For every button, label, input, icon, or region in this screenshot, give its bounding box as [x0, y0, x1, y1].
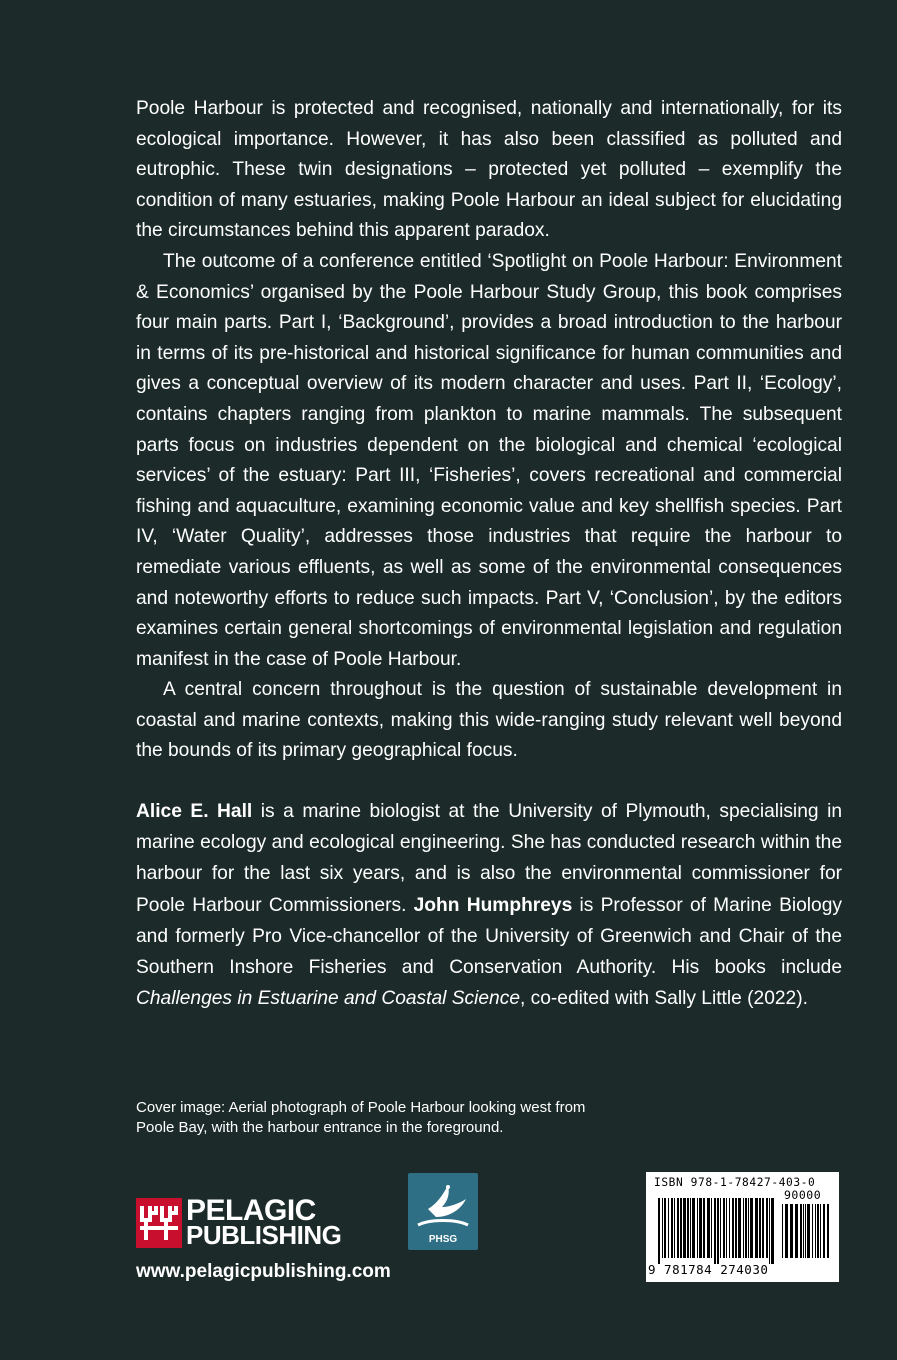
phsg-logo	[408, 1173, 478, 1250]
isbn-barcode	[646, 1172, 839, 1282]
pelagic-publishing-logo	[136, 1194, 342, 1250]
pelagic-mark-icon	[136, 1198, 182, 1248]
author2-text: is Professor of Marine Biology and formerly Pro Vice-chancellor of the University of Greenwich and Chair of the Southern Inshore Fisheries and Conservation Authority. His books include	[136, 894, 842, 979]
barcode-digits: 9 781784 274030	[648, 1262, 769, 1277]
cover-image-caption: Cover image: Aerial photograph of Poole Harbour looking west from Poole Bay, with the harbour entrance in the foreground.	[136, 1099, 586, 1136]
publisher-website: www.pelagicpublishing.com	[136, 1261, 391, 1282]
pelagic-name-line1: PELAGIC	[186, 1194, 316, 1227]
book-suffix: , co-edited with Sally Little (2022).	[519, 988, 808, 1010]
book-title: Challenges in Estuarine and Coastal Science	[136, 988, 520, 1010]
phsg-label: PHSG	[428, 1234, 458, 1245]
author1-name: Alice E. Hall	[136, 801, 253, 822]
author-bio	[136, 796, 842, 1014]
blurb-paragraph-1: Poole Harbour is protected and recognised, nationally and internationally, for its ecological importance. However, it has also been classified as polluted and eutrophic. These twin designations – protected yet polluted – exemplify the condition of many estuaries, making Poole Harbour an ideal subject for elucidating the circumstances behind this apparent paradox.	[136, 98, 842, 242]
book-blurb	[136, 94, 842, 767]
author1-text: is a marine biologist at the University of Plymouth, specialising in marine ecology and ecological engineering. She has conducted research within the harbour for the last six years, and is also the environmental commissioner for Poole Harbour Commissioners.	[136, 801, 842, 916]
author2-name: John Humphreys	[413, 894, 573, 916]
pelagic-name-line2: PUBLISHING	[186, 1220, 342, 1250]
blurb-paragraph-3: A central concern throughout is the question of sustainable development in coastal and marine contexts, making this wide-ranging study relevant well beyond the bounds of its primary geographical focus.	[136, 679, 842, 762]
barcode-addon: 90000	[784, 1188, 822, 1202]
isbn-text: ISBN 978-1-78427-403-0	[654, 1176, 816, 1189]
pelagic-wordmark	[186, 1194, 342, 1250]
blurb-paragraph-2: The outcome of a conference entitled ‘Spotlight on Poole Harbour: Environment & Economics’ organised by the Poole Harbour Study Group, this book comprises four main parts. Part I, ‘Background’, provides a broad introduction to the harbour in terms of its pre-historical and historical significance for human communities and gives a conceptual overview of its modern character and uses. Part II, ‘Ecology’, contains chapters ranging from plankton to marine mammals. The subsequent parts focus on industries dependent on the biological and chemical ‘ecological services’ of the estuary: Part III, ‘Fisheries’, covers recreational and commercial fishing and aquaculture, examining economic value and key shellfish species. Part IV, ‘Water Quality’, addresses those industries that require the harbour to remediate various effluents, as well as some of the environmental consequences and noteworthy efforts to reduce such impacts. Part V, ‘Conclusion’, by the editors examines certain general shortcomings of environmental legislation and regulation manifest in the case of Poole Harbour.	[136, 250, 842, 670]
barcode-bars	[654, 1188, 834, 1264]
